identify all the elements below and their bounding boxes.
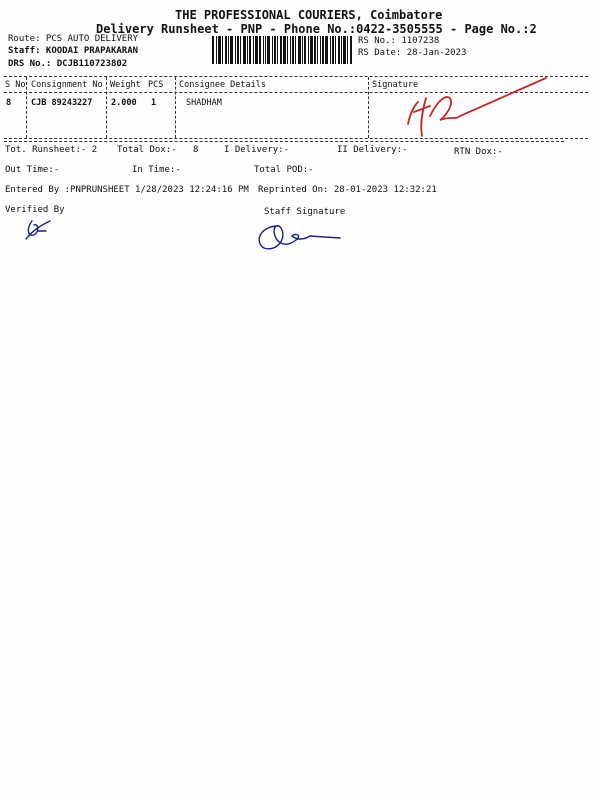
col-header-sno: S No — [5, 80, 26, 90]
col-divider — [175, 77, 176, 138]
rtn-dox: RTN Dox:- — [454, 147, 503, 157]
row-weight: 2.000 — [111, 98, 137, 108]
ii-delivery: II Delivery:- — [337, 145, 408, 155]
col-header-weight: Weight — [110, 80, 141, 90]
verifier-signature — [20, 215, 60, 245]
drs-number: DRS No.: DCJB110723802 — [8, 59, 128, 69]
total-pod: Total POD:- — [254, 165, 314, 175]
company-name: THE PROFESSIONAL COURIERS, Coimbatore — [175, 8, 443, 22]
runsheet-title: Delivery Runsheet - PNP - Phone No.:0422-3505555 - Page No.:2 — [96, 22, 537, 36]
col-header-consignee: Consignee Details — [179, 80, 266, 90]
row-consignment: CJB 89243227 — [31, 98, 93, 108]
col-header-consignment: Consignment No — [31, 80, 103, 90]
barcode — [212, 36, 352, 64]
staff-label: Staff: KOODAI PRAPAKARAN — [8, 46, 139, 56]
entered-by: Entered By :PNPRUNSHEET 1/28/2023 12:24:16 PM — [5, 185, 249, 195]
rs-date: RS Date: 28-Jan-2023 — [358, 48, 467, 58]
out-time: Out Time:- — [5, 165, 60, 175]
col-divider — [368, 77, 369, 138]
row-consignee: SHADHAM — [186, 98, 222, 108]
row-pcs: 1 — [151, 98, 157, 108]
row-sno: 8 — [6, 98, 12, 108]
col-header-pcs: PCS — [148, 80, 164, 90]
rs-number: RS No.: 1107238 — [358, 36, 440, 46]
col-header-signature: Signature — [372, 80, 419, 90]
i-delivery: I Delivery:- — [224, 145, 290, 155]
reprinted-on: Reprinted On: 28-01-2023 12:32:21 — [258, 185, 437, 195]
col-divider — [106, 77, 107, 138]
tot-runsheet: Tot. Runsheet:- 2 — [5, 145, 98, 155]
totals-rule — [4, 141, 564, 142]
staff-signature — [252, 216, 352, 256]
verified-by-label: Verified By — [5, 205, 65, 215]
col-divider — [26, 77, 27, 138]
in-time: In Time:- — [132, 165, 181, 175]
receiver-signature — [400, 76, 550, 140]
total-dox-value: 8 — [193, 145, 199, 155]
route-label: Route: PCS AUTO DELIVERY — [8, 34, 139, 44]
staff-signature-label: Staff Signature — [264, 207, 346, 217]
total-dox-label: Total Dox:- — [117, 145, 177, 155]
